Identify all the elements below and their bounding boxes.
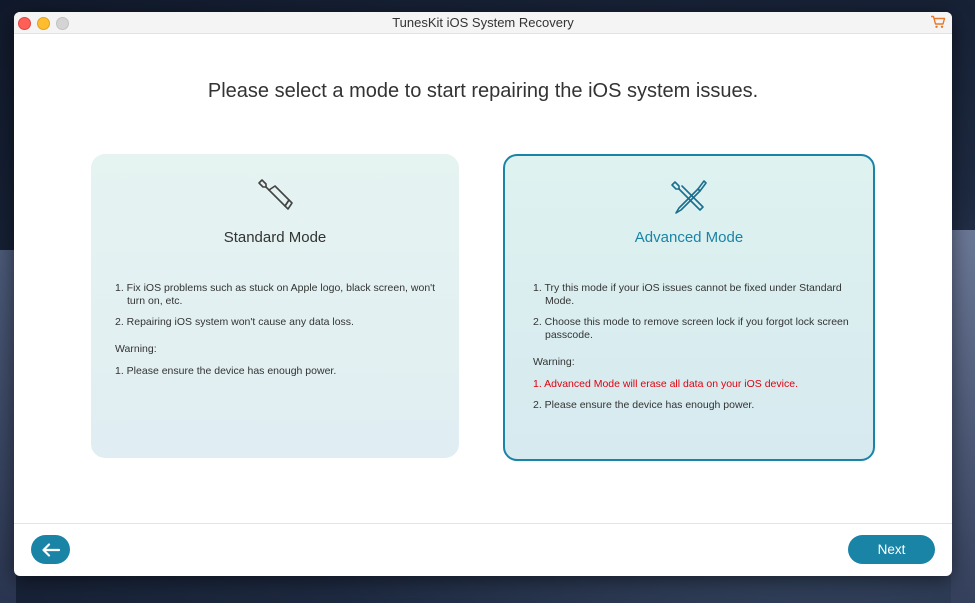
shopping-cart-icon[interactable] (930, 15, 946, 29)
wrench-screwdriver-icon (669, 178, 709, 218)
advanced-mode-title: Advanced Mode (634, 229, 744, 246)
footer-divider (14, 523, 952, 524)
advanced-mode-warning-label: Warning: (533, 356, 575, 368)
wrench-icon (255, 176, 295, 216)
advanced-mode-card[interactable] (503, 154, 875, 461)
standard-mode-title: Standard Mode (223, 229, 327, 246)
next-button[interactable]: Next (848, 535, 935, 564)
standard-mode-item: 1. Fix iOS problems such as stuck on Apple logo, black screen, won't turn on, etc. (115, 282, 436, 307)
standard-mode-card[interactable] (91, 154, 459, 458)
app-window (14, 12, 952, 576)
standard-mode-description (115, 282, 439, 386)
title-bar (14, 12, 952, 34)
standard-mode-item: 2. Repairing iOS system won't cause any data loss. (115, 316, 354, 328)
standard-mode-warning-item: 1. Please ensure the device has enough power. (115, 365, 337, 377)
arrow-left-icon (41, 543, 61, 557)
page-headline: Please select a mode to start repairing the iOS system issues. (207, 80, 759, 102)
back-button[interactable] (31, 535, 70, 564)
advanced-mode-item: 2. Choose this mode to remove screen lock if you forgot lock screen passcode. (533, 316, 849, 341)
advanced-mode-item: 1. Try this mode if your iOS issues cannot be fixed under Standard Mode. (533, 282, 842, 307)
window-title: TunesKit iOS System Recovery (392, 15, 574, 30)
desktop-wallpaper-right (951, 230, 975, 603)
advanced-mode-description (533, 282, 853, 420)
advanced-mode-warning-item: 2. Please ensure the device has enough power. (533, 399, 755, 411)
standard-mode-warning-label: Warning: (115, 343, 157, 355)
advanced-mode-warning-item: 1. Advanced Mode will erase all data on your iOS device. (533, 378, 798, 390)
